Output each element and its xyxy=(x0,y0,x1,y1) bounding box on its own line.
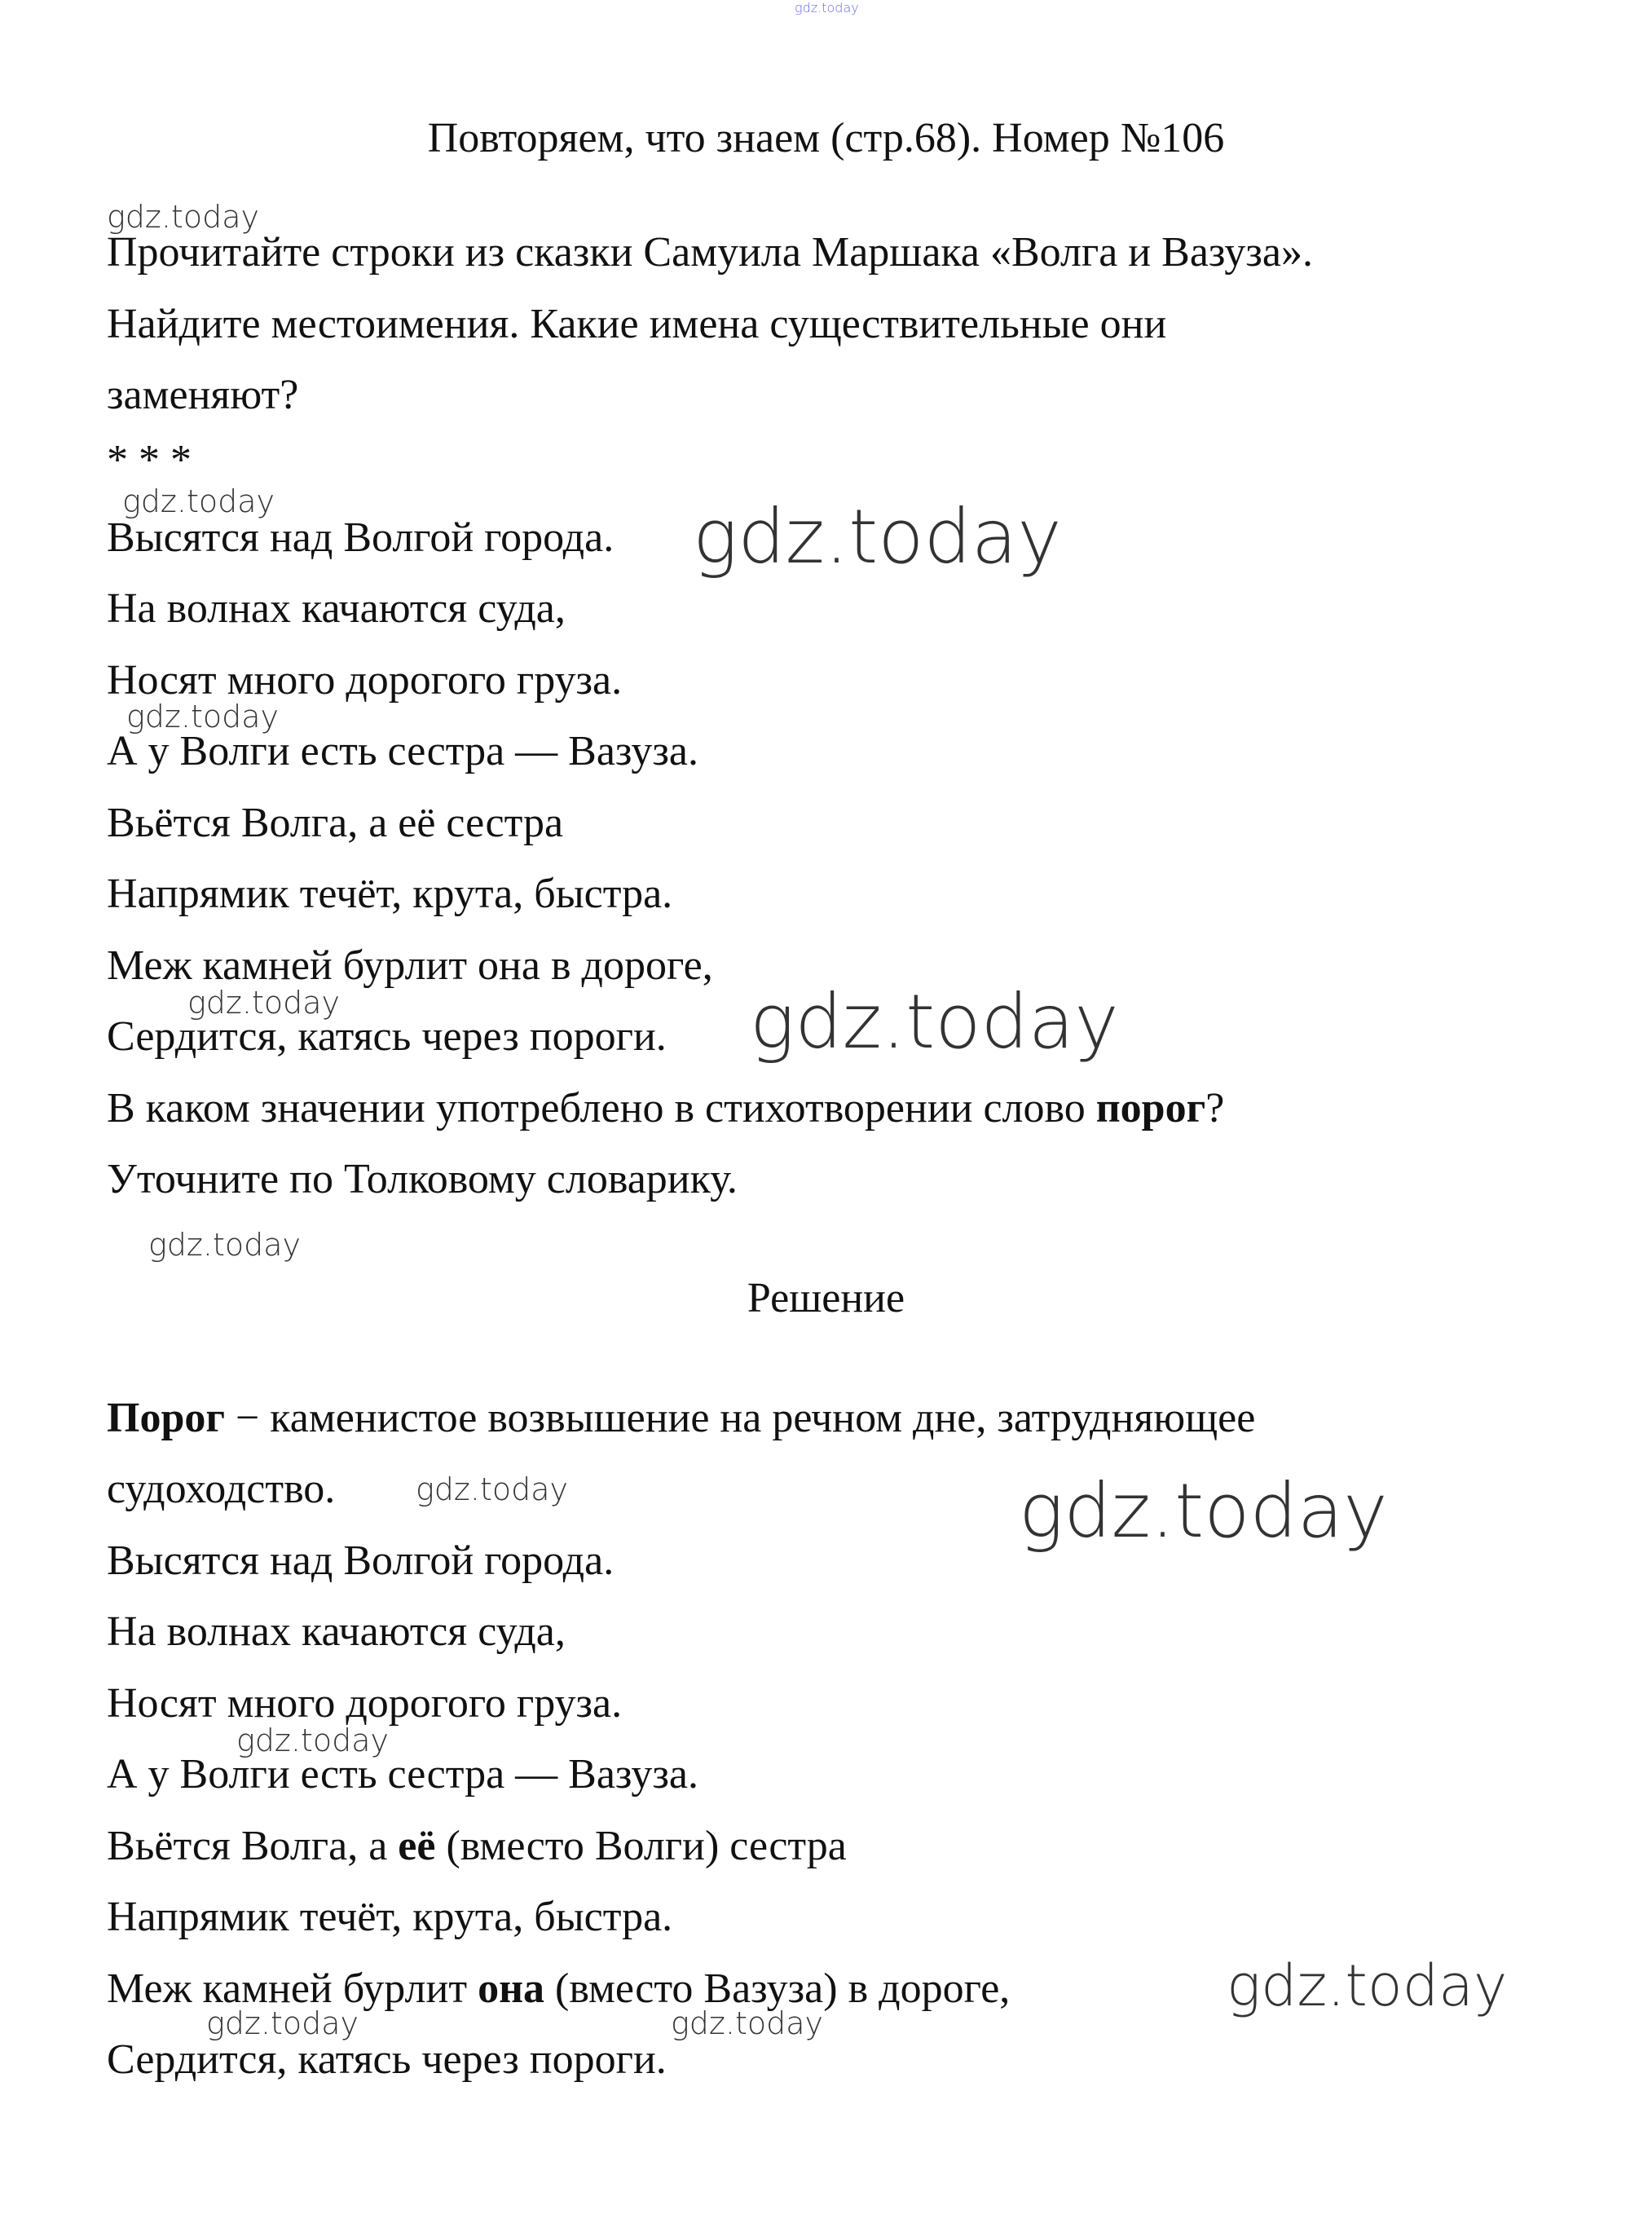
bold-pronoun-eyo: её xyxy=(398,1823,436,1869)
poem-line-3: Носят много дорогого груза. xyxy=(107,657,623,704)
poem-line-8: Сердится, катясь через пороги. xyxy=(107,1013,667,1060)
solution-poem-line-6: Напрямик течёт, крута, быстра. xyxy=(107,1894,673,1940)
solution-poem-line-8: Сердится, катясь через пороги. xyxy=(107,2036,667,2083)
poem-line-1: Высятся над Волгой города. xyxy=(107,514,615,561)
poem-line-7: Меж камней бурлит она в дороге, xyxy=(107,942,713,989)
bold-word-definition: Порог xyxy=(107,1395,225,1441)
watermark-top: gdz.today xyxy=(795,0,859,15)
solution-poem-line-2: На волнах качаются суда, xyxy=(107,1608,566,1655)
solution-poem-line-3: Носят много дорогого груза. xyxy=(107,1680,623,1727)
poem-line-6: Напрямик течёт, крута, быстра. xyxy=(107,871,673,917)
solution-poem-line-5: Вьётся Волга, а её (вместо Волги) сестра xyxy=(107,1823,847,1869)
watermark: gdz.today xyxy=(126,699,279,734)
watermark-large: gdz.today xyxy=(750,978,1119,1065)
solution-poem-line-4: А у Волги есть сестра — Вазуза. xyxy=(107,1751,698,1798)
watermark: gdz.today xyxy=(206,2005,359,2041)
watermark-large: gdz.today xyxy=(693,493,1062,580)
watermark: gdz.today xyxy=(107,199,259,235)
solution-poem-line-1: Высятся над Волгой города. xyxy=(107,1537,615,1584)
solution-heading: Решение xyxy=(747,1275,905,1321)
poem-line-2: На волнах качаются суда, xyxy=(107,585,566,632)
task-line-3: заменяют? xyxy=(107,372,299,418)
task-line-2: Найдите местоимения. Какие имена существительные они xyxy=(107,301,1167,347)
definition-line-1: Порог − каменистое возвышение на речном дне, затрудняющее xyxy=(107,1395,1256,1441)
watermark: gdz.today xyxy=(416,1471,568,1507)
bold-pronoun-ona: она xyxy=(478,1965,545,2012)
question-line-1: В каком значении употреблено в стихотворении слово порог? xyxy=(107,1085,1225,1131)
page-title: Повторяем, что знаем (стр.68). Номер №106 xyxy=(427,115,1225,161)
task-line-1: Прочитайте строки из сказки Самуила Маршака «Волга и Вазуза». xyxy=(107,229,1313,276)
bold-word-porog: порог xyxy=(1095,1085,1206,1131)
watermark: gdz.today xyxy=(671,2005,823,2041)
watermark-large: gdz.today xyxy=(1019,1467,1388,1555)
poem-line-5: Вьётся Волга, а её сестра xyxy=(107,800,564,846)
watermark: gdz.today xyxy=(236,1723,389,1758)
watermark: gdz.today xyxy=(148,1227,301,1263)
stars-separator: * * * xyxy=(107,437,192,483)
watermark: gdz.today xyxy=(122,483,275,519)
poem-line-4: А у Волги есть сестра — Вазуза. xyxy=(107,728,698,774)
question-line-2: Уточните по Толковому словарику. xyxy=(107,1156,738,1202)
watermark-medium: gdz.today xyxy=(1227,1952,1508,2019)
solution-poem-line-7: Меж камней бурлит она (вместо Вазуза) в дороге, xyxy=(107,1965,1011,2012)
definition-line-2: судоходство. xyxy=(107,1466,336,1512)
watermark: gdz.today xyxy=(187,985,340,1021)
